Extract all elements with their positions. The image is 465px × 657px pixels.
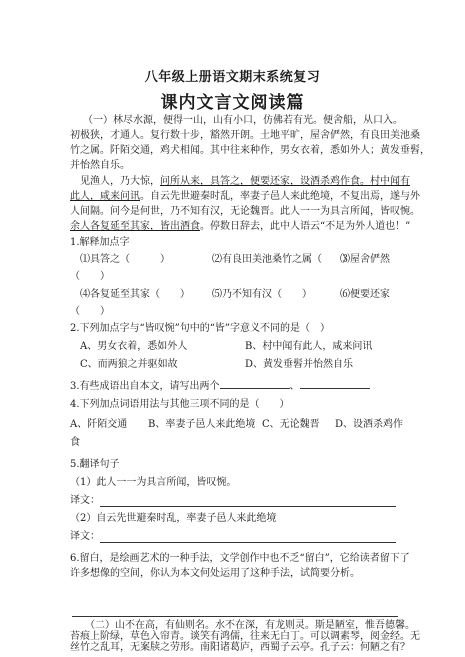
q1-item-4: ⑷各复延至其家（ ） (80, 289, 190, 300)
q1-item-3: ⑶屋舍俨然 (340, 254, 390, 265)
passage1-line-7: 人间隔。问今是何世，乃不知有汉，无论魏晋。此人一一为具言所闻，皆叹惋。 (70, 206, 420, 217)
q5-translation-label-2: 译文： (70, 531, 100, 542)
q1-item-3-answer: （ ） (70, 271, 110, 282)
q3-question (70, 378, 370, 394)
q2-option-a: A、男女衣着，悉如外人 (80, 341, 188, 352)
q5-translation-label-1: 译文： (70, 495, 100, 506)
q2-option-c: C、而两狼之并驱如故 (80, 359, 178, 370)
passage2-line-2: 苔痕上阶绿，草色入帘青。谈笑有鸿儒，往来无白丁。可以调素琴，阅金经。无 (70, 631, 420, 642)
q4-prompt: 4.下列加点词语用法与其他三项不同的是（ ） (70, 399, 290, 410)
q2-option-d: D、黄发垂髫并怡然自乐 (245, 359, 354, 370)
q1-prompt: 1.解释加点字 (70, 237, 130, 248)
passage1-line-5-start: 见渔人，乃大惊， (70, 176, 160, 187)
document-title: 八年级上册语文期末系统复习 (144, 70, 321, 85)
q1-item-5: ⑸乃不知有汉（ ） (212, 289, 312, 300)
passage1-line-8-rest: 。停数日辞去，此中人语云“不足为外人道也！” (200, 221, 411, 232)
q5-sentence-2: （2）自云先世避秦时乱，率妻子邑人来此绝境 (70, 513, 277, 524)
q5-sentence-1: （1）此人一一为具言所闻，皆叹惋。 (70, 477, 237, 488)
document-subtitle: 课内文言文阅读篇 (160, 93, 305, 113)
q1-item-6-answer: （ ） (70, 306, 110, 317)
passage2-line-3: 丝竹之乱耳，无案牍之劳形。南阳诸葛庐，西蜀子云亭。孔子云：何陋之有？ (70, 642, 410, 653)
passage1-line-3: 竹之属。阡陌交通，鸡犬相闻。其中往来种作，男女衣着，悉如外人；黄发垂髫， (70, 145, 430, 156)
passage1-line-6-rest: 。自云先世避秦时乱，率妻子邑人来此绝境，不复出焉，遂与外 (140, 191, 420, 202)
passage1-line-4: 并怡然自乐。 (70, 160, 130, 171)
q5-prompt: 5.翻译句子 (70, 459, 120, 470)
passage1-underlined-text-2: 此人，咸来问讯 (70, 191, 140, 202)
passage1-line-5 (70, 175, 410, 189)
q3-answer-blank-1[interactable] (220, 378, 290, 389)
q4-option-a: A、阡陌交通 (70, 419, 128, 430)
q4-option-b: B、率妻子邑人来此绝境 (148, 419, 256, 430)
q4-option-d-wrap: 食 (70, 437, 80, 448)
passage2-line-1: （二）山不在高，有仙则名。水不在深，有龙则灵。斯是陋室，惟吾德馨。 (85, 620, 415, 631)
q4-option-c: C、无论魏晋 (262, 419, 320, 430)
q1-item-6: ⑹便要还家 (340, 289, 390, 300)
passage1-line-8 (70, 220, 410, 234)
passage1-line-1: （一）林尽水源，便得一山，山有小口，仿佛若有光。便舍船，从口入。 (83, 115, 403, 126)
q5-answer-line-2[interactable] (100, 542, 396, 543)
passage1-line-2: 初极狭，才通人。复行数十步，豁然开朗。土地平旷，屋舍俨然，有良田美池桑 (70, 130, 420, 141)
passage1-underlined-text-3: 余人各复延至其家，皆出酒食 (70, 221, 200, 232)
q6-line-2: 许多想像的空间，你认为本文何处运用了这种手法，试简要分析。 (70, 568, 360, 579)
passage1-underlined-text: 问所从来，具答之，便要还家，设酒杀鸡作食。村中闻有 (160, 176, 410, 187)
q4-option-d: D、设酒杀鸡作 (335, 419, 404, 430)
passage2-top-rule (72, 616, 398, 617)
q5-answer-line-1[interactable] (100, 506, 396, 507)
q6-line-1: 6.留白，是绘画艺术的一种手法，文学创作中也不乏“留白”，它给读者留下了 (70, 553, 410, 564)
q1-item-2: ⑵有良田美池桑竹之属（ ） (212, 254, 352, 265)
q2-option-b: B、村中闻有此人，咸来问讯 (245, 341, 373, 352)
q1-item-1: ⑴具答之（ ） (80, 254, 170, 265)
passage1-line-6 (70, 190, 420, 204)
q3-answer-blank-2[interactable] (300, 378, 370, 389)
q3-prompt: 3.有些成语出自本文，请写出两个 (70, 381, 220, 392)
q3-separator: 、 (289, 381, 300, 392)
q2-prompt: 2.下列加点字与“皆叹惋”句中的“皆”字意义不同的是（ ） (70, 323, 330, 334)
